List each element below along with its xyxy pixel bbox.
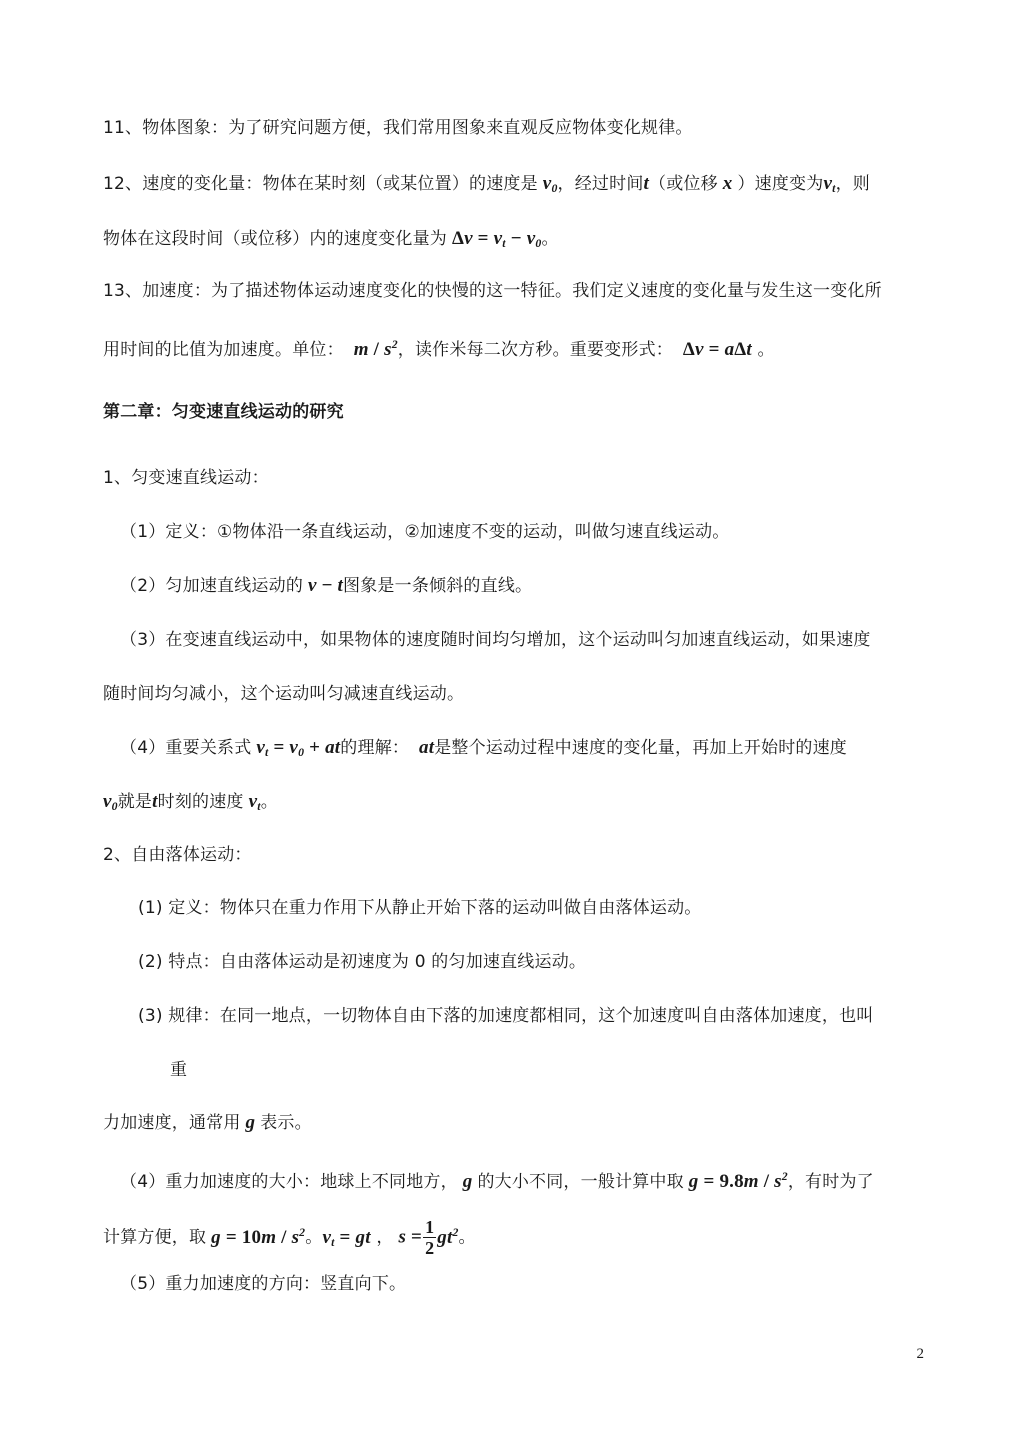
one-half-fraction: $\frac{1}{2}$ xyxy=(425,1217,435,1258)
page-number: 2 xyxy=(916,1346,924,1362)
item-12-line-1: 12、速度的变化量：物体在某时刻（或某位置）的速度是 $v_0$，经过时间t（或位移 x ）速度变为$v_t$，则 xyxy=(103,173,870,195)
section-2-p2: (2) 特点：自由落体运动是初速度为 0 的匀加速直线运动。 xyxy=(138,952,587,972)
section-2-p5: （5）重力加速度的方向：竖直向下。 xyxy=(120,1274,407,1294)
section-2-p1: (1) 定义：物体只在重力作用下从静止开始下落的运动叫做自由落体运动。 xyxy=(138,898,702,918)
item-11: 11、物体图象：为了研究问题方便，我们常用图象来直观反应物体变化规律。 xyxy=(103,118,693,138)
chapter-title: 第二章：匀变速直线运动的研究 xyxy=(103,402,344,422)
item-13-line-2: 用时间的比值为加速度。单位： m / $s^2$，读作米每二次方秒。重要变形式： Δv = aΔt 。 xyxy=(103,338,775,361)
section-1-p3-line-2: 随时间均匀减小，这个运动叫匀减速直线运动。 xyxy=(103,684,465,704)
section-2-p3-line-1: (3) 规律：在同一地点，一切物体自由下落的加速度都相同，这个加速度叫自由落体加速度，也叫 xyxy=(138,1006,874,1026)
section-2-heading: 2、自由落体运动： xyxy=(103,845,252,865)
section-1-p3-line-1: （3）在变速直线运动中，如果物体的速度随时间均匀增加，这个运动叫匀加速直线运动，如果速度 xyxy=(120,630,871,650)
section-1-p1: （1）定义：①物体沿一条直线运动，②加速度不变的运动，叫做匀速直线运动。 xyxy=(120,522,730,542)
section-2-p3-line-3: 力加速度，通常用 g 表示。 xyxy=(103,1112,312,1133)
section-1-heading: 1、匀变速直线运动： xyxy=(103,468,269,488)
section-1-p2: （2）匀加速直线运动的 v − t图象是一条倾斜的直线。 xyxy=(120,575,533,596)
section-2-p4-line-2: 计算方便，取 $g = 10m / s^2$。$v_t$ = gt ， s = $\frac{1}{2}$ $gt^2$。 xyxy=(103,1217,476,1258)
section-2-p4-line-1: （4）重力加速度的大小：地球上不同地方， g 的大小不同，一般计算中取 $g = 9.8m / s^2$，有时为了 xyxy=(120,1170,874,1193)
item-13-line-1: 13、加速度：为了描述物体运动速度变化的快慢的这一特征。我们定义速度的变化量与发生这一变化所 xyxy=(103,281,882,301)
section-1-p4-line-2: $v_0$就是t时刻的速度 $v_t$。 xyxy=(103,791,278,813)
section-1-p4-line-1: （4）重要关系式 $v_t = v_0$ + at的理解： at是整个运动过程中速度的变化量，再加上开始时的速度 xyxy=(120,737,848,759)
item-12-line-2: 物体在这段时间（或位移）内的速度变化量为 $\Delta v = v_t - v_0$。 xyxy=(103,228,559,250)
section-2-p3-line-2: 重 xyxy=(170,1060,188,1080)
